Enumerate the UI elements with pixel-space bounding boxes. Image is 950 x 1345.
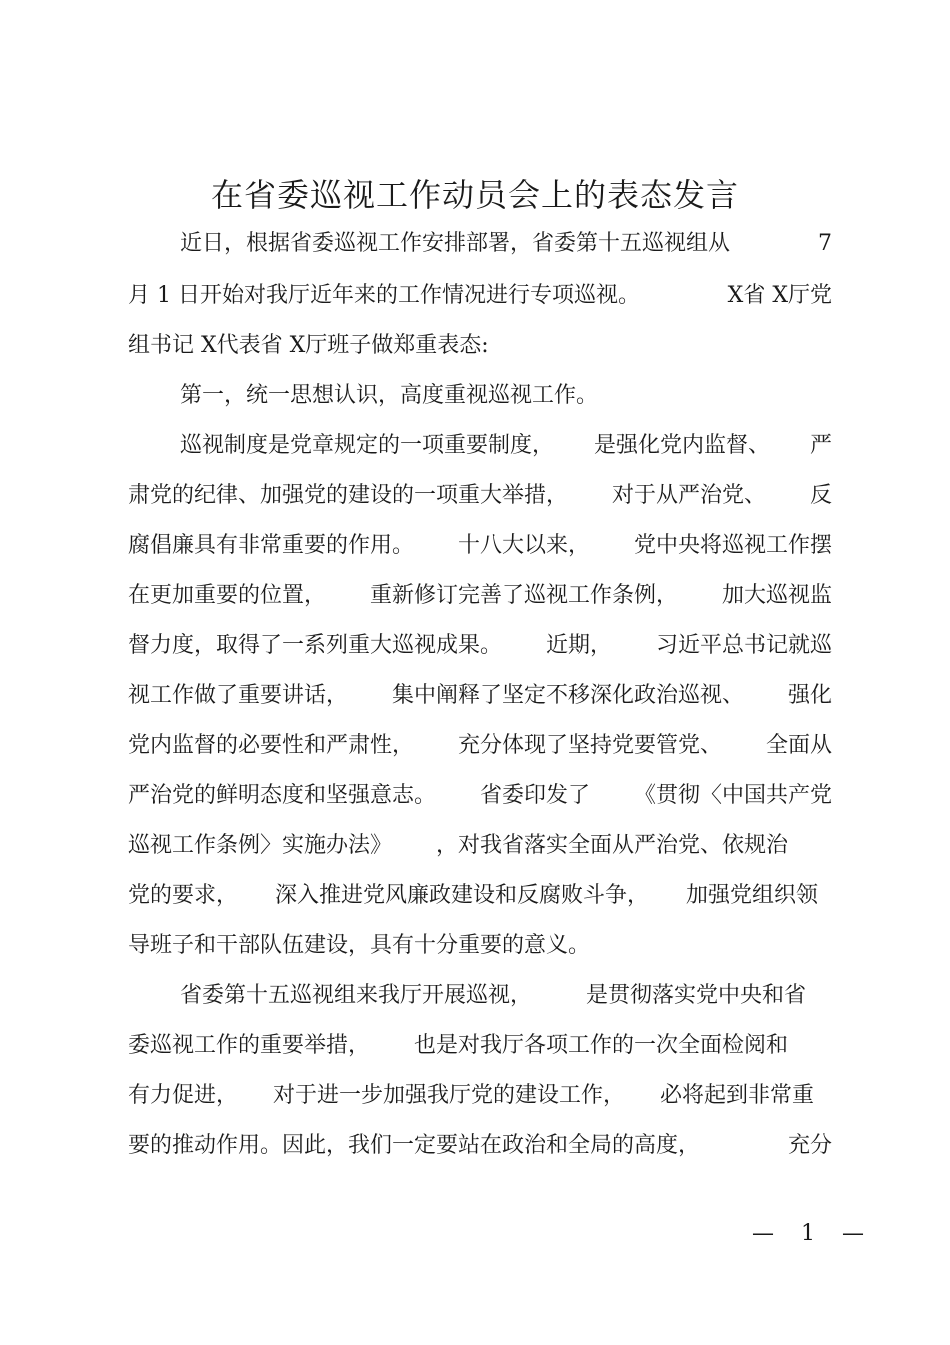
text-segment: 加强党组织领: [685, 883, 818, 908]
text-segment: 重新修订完善了巡视工作条例，: [369, 583, 678, 608]
text-segment: 视工作做了重要讲话，: [128, 683, 349, 708]
text-segment: 《贯彻〈中国共产党: [633, 783, 832, 808]
text-segment: 深入推进党风廉政建设和反腐败斗争，: [274, 883, 649, 908]
text-segment: 党内监督的必要性和严肃性，: [128, 733, 415, 758]
text-line: [128, 530, 832, 562]
text-segment: 督力度，取得了一系列重大巡视成果。: [128, 633, 503, 658]
text-segment: 肃党的纪律、加强党的建设的一项重大举措，: [128, 483, 569, 508]
text-segment: 是贯彻落实党中央和省: [585, 983, 806, 1008]
text-segment: 加大巡视监: [721, 583, 832, 608]
text-line: [128, 780, 832, 812]
text-segment: 省委第十五巡视组来我厅开展巡视，: [180, 983, 533, 1008]
text-segment: 近期，: [545, 633, 612, 658]
text-line: [128, 1080, 814, 1112]
text-line: [128, 830, 788, 862]
text-segment: 对于从严治党、: [611, 483, 766, 508]
text-segment: 在更加重要的位置，: [128, 583, 327, 608]
text-line: [180, 980, 806, 1012]
text-segment: 严: [809, 433, 832, 458]
text-segment: 党中央将巡视工作摆: [633, 533, 832, 558]
text-segment: 巡视工作条例〉实施办法》: [128, 833, 393, 858]
text-line: [128, 330, 832, 362]
text-line: [128, 930, 832, 962]
text-segment: X省 X厅党: [727, 283, 832, 308]
text-segment: 是强化党内监督、: [593, 433, 770, 458]
text-line: [180, 228, 832, 260]
text-segment: 腐倡廉具有非常重要的作用。: [128, 533, 415, 558]
text-segment: 7: [818, 231, 832, 256]
text-segment: 要的推动作用。因此，我们一定要站在政治和全局的高度，: [128, 1133, 701, 1158]
page-number: — 1 —: [752, 1221, 874, 1246]
text-segment: 也是对我厅各项工作的一次全面检阅和: [413, 1033, 788, 1058]
text-segment: 组书记 X代表省 X厅班子做郑重表态:: [128, 333, 489, 358]
text-segment: 近日，根据省委巡视工作安排部署，省委第十五巡视组从: [180, 231, 731, 256]
text-line: [128, 480, 832, 512]
text-segment: 委巡视工作的重要举措，: [128, 1033, 371, 1058]
text-segment: 有力促进，: [128, 1083, 239, 1108]
text-segment: 对于进一步加强我厅党的建设工作，: [272, 1083, 625, 1108]
text-segment: 省委印发了: [479, 783, 590, 808]
text-segment: 严治党的鲜明态度和坚强意志。: [128, 783, 437, 808]
text-segment: 全面从: [765, 733, 832, 758]
text-line: [128, 1030, 788, 1062]
text-segment: 充分: [787, 1133, 832, 1158]
text-line: [128, 730, 832, 762]
text-line: [128, 680, 832, 712]
text-line: [128, 280, 832, 312]
text-line: [128, 580, 832, 612]
text-segment: 月 1 日开始对我厅近年来的工作情况进行专项巡视。: [128, 283, 640, 308]
text-segment: 导班子和干部队伍建设，具有十分重要的意义。: [128, 933, 591, 958]
text-segment: 充分体现了坚持党要管党、: [457, 733, 722, 758]
text-segment: 党的要求，: [128, 883, 239, 908]
text-segment: 集中阐释了坚定不移深化政治巡视、: [391, 683, 744, 708]
text-segment: 巡视制度是党章规定的一项重要制度，: [180, 433, 555, 458]
text-line: [128, 880, 818, 912]
text-segment: 第一，统一思想认识，高度重视巡视工作。: [180, 383, 599, 408]
text-segment: ，对我省落实全面从严治党、依规治: [435, 833, 788, 858]
text-line: [128, 630, 832, 662]
text-segment: 反: [809, 483, 832, 508]
text-line: [180, 430, 832, 462]
text-line: [128, 1130, 832, 1162]
document-title: 在省委巡视工作动员会上的表态发言: [210, 176, 739, 214]
text-segment: 必将起到非常重: [659, 1083, 814, 1108]
text-segment: 习近平总书记就巡: [655, 633, 832, 658]
text-segment: 十八大以来，: [457, 533, 590, 558]
section-heading: [180, 380, 832, 412]
text-segment: 强化: [787, 683, 832, 708]
